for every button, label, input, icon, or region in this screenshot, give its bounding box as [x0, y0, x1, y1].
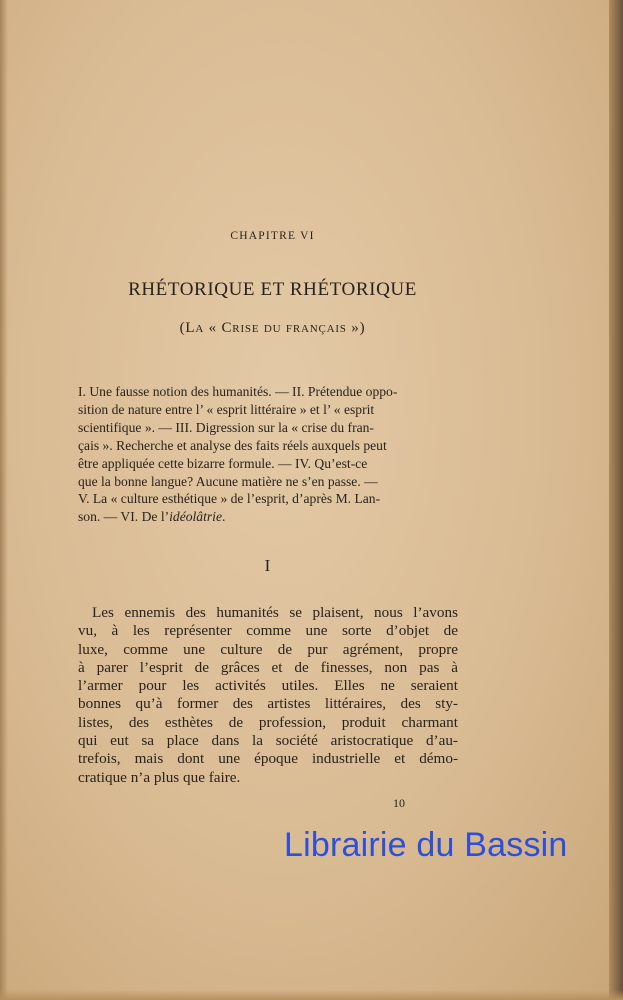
- body-line: cratique n’a plus que faire.: [78, 768, 241, 786]
- body-line: trefois, mais dont une époque industrielle et démo-: [78, 750, 458, 768]
- summary-line: çais ». Recherche et analyse des faits réels auxquels peut: [78, 437, 387, 453]
- summary-line: être appliquée cette bizarre formule. — IV. Qu’est-ce: [78, 455, 368, 471]
- summary-line-last: [78, 508, 458, 526]
- summary-line: I. Une fausse notion des humanités. — II. Prétendue oppo-: [78, 384, 398, 399]
- body-line: bonnes qu’à former des artistes littéraires, des sty-: [78, 695, 458, 713]
- subtitle-close-paren: ): [359, 320, 366, 336]
- summary-line: sition de nature entre l’ « esprit littéraire » et l’ « esprit: [78, 401, 375, 417]
- chapter-subtitle: [0, 320, 545, 337]
- body-line: luxe, comme une culture de pur agrément, propre: [78, 640, 458, 658]
- body-line: vu, à les représenter comme une sorte d’objet de: [78, 622, 458, 640]
- summary-line: V. La « culture esthétique » de l’esprit, d’après M. Lan-: [78, 491, 381, 507]
- page-left-edge: [0, 0, 8, 1000]
- summary-line: que la bonne langue? Aucune matière ne s’en passe. —: [78, 473, 378, 489]
- summary-last-prefix: son. — VI. De l’: [78, 509, 170, 525]
- subtitle-open-paren: (: [179, 320, 186, 336]
- body-line: Les ennemis des humanités se plaisent, nous l’avons: [92, 604, 458, 621]
- page-bottom-edge: [0, 990, 623, 1000]
- page-number: 10: [393, 796, 405, 810]
- chapter-label: CHAPITRE VI: [230, 230, 315, 242]
- page-right-edge: [609, 0, 623, 1000]
- body-line: qui eut sa place dans la société aristocratique d’au-: [78, 732, 458, 750]
- summary-line: scientifique ». — III. Digression sur la « crise du fran-: [78, 419, 374, 435]
- chapter-title: RHÉTORIQUE ET RHÉTORIQUE: [128, 279, 417, 300]
- body-paragraph: [78, 604, 458, 787]
- body-line: l’armer pour les activités utiles. Elles ne seraient: [78, 677, 458, 695]
- watermark-text: Librairie du Bassin: [284, 826, 568, 864]
- chapter-summary: [78, 383, 458, 526]
- subtitle-text: La « Crise du français »: [185, 320, 360, 336]
- summary-last-italic: idéolâtrie: [169, 509, 222, 525]
- body-line: à parer l’esprit de grâces et de finesses, non pas à: [78, 658, 458, 676]
- section-number: I: [264, 556, 271, 575]
- summary-last-suffix: .: [221, 509, 226, 525]
- body-line: listes, des esthètes de profession, produit charmant: [78, 713, 458, 731]
